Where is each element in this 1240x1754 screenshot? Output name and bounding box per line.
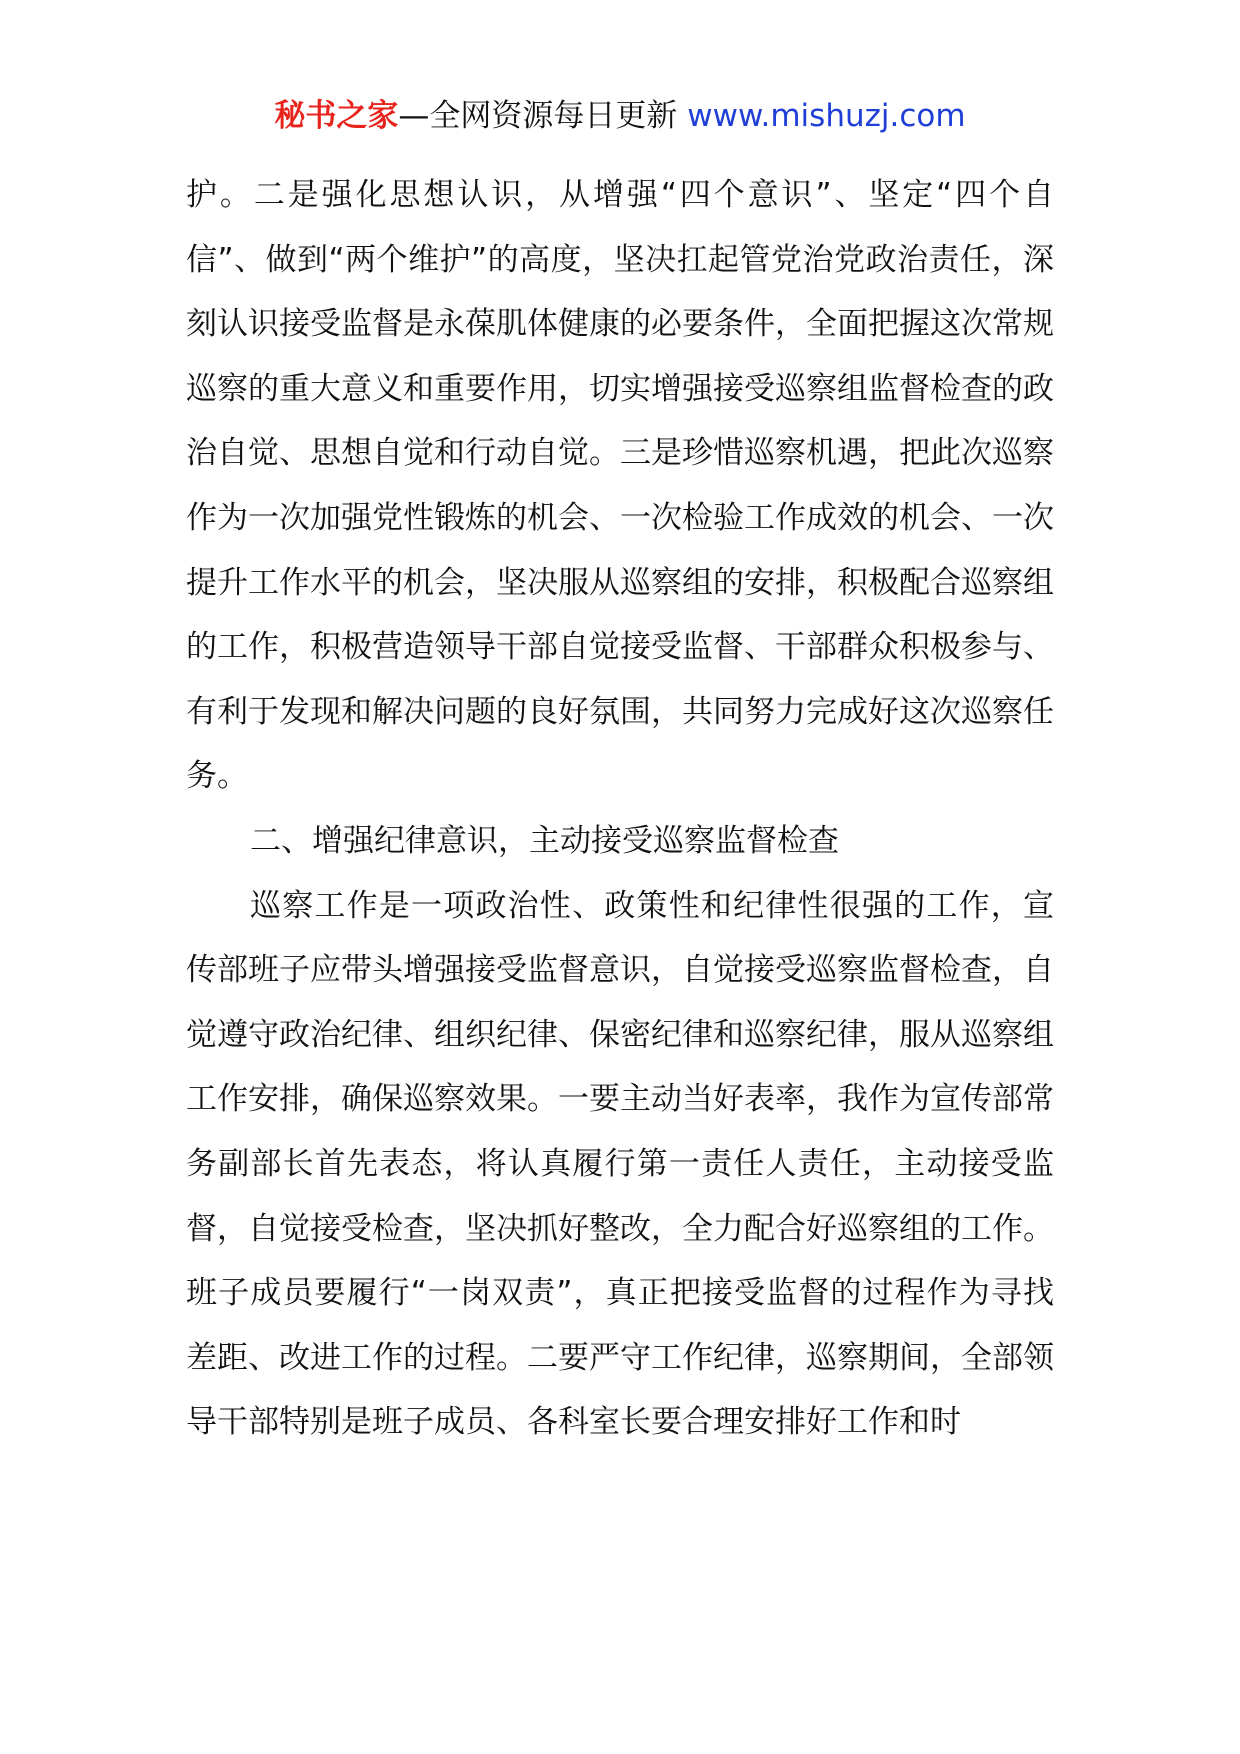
- page-header: [0, 96, 1240, 136]
- brand-name: 秘书之家: [274, 98, 399, 134]
- document-body: [186, 163, 1054, 1455]
- paragraph-continuation: 护。二是强化思想认识，从增强“四个意识”、坚定“四个自信”、做到“两个维护”的高度，坚决扛起管党治党政治责任，深刻认识接受监督是永葆肌体健康的必要条件，全面把握这次常规巡察的重大意义和重要作用，切实增强接受巡察组监督检查的政治自觉、思想自觉和行动自觉。三是珍惜巡察机遇，把此次巡察作为一次加强党性锻炼的机会、一次检验工作成效的机会、一次提升工作水平的机会，坚决服从巡察组的安排，积极配合巡察组的工作，积极营造领导干部自觉接受监督、干部群众积极参与、有利于发现和解决问题的良好氛围，共同努力完成好这次巡察任务。: [186, 177, 1054, 795]
- paragraph-discipline: 巡察工作是一项政治性、政策性和纪律性很强的工作，宣传部班子应带头增强接受监督意识，自觉接受巡察监督检查，自觉遵守政治纪律、组织纪律、保密纪律和巡察纪律，服从巡察组工作安排，确保巡察效果。一要主动当好表率，我作为宣传部常务副部长首先表态，将认真履行第一责任人责任，主动接受监督，自觉接受检查，坚决抓好整改，全力配合好巡察组的工作。班子成员要履行“一岗双责”，真正把接受监督的过程作为寻找差距、改进工作的过程。二要严守工作纪律，巡察期间，全部领导干部特别是班子成员、各科室长要合理安排好工作和时: [186, 887, 1054, 1441]
- header-tagline: —全网资源每日更新: [398, 98, 688, 134]
- section-heading: 二、增强纪律意识，主动接受巡察监督检查: [250, 822, 839, 859]
- website-url[interactable]: www.mishuzj.com: [687, 98, 966, 134]
